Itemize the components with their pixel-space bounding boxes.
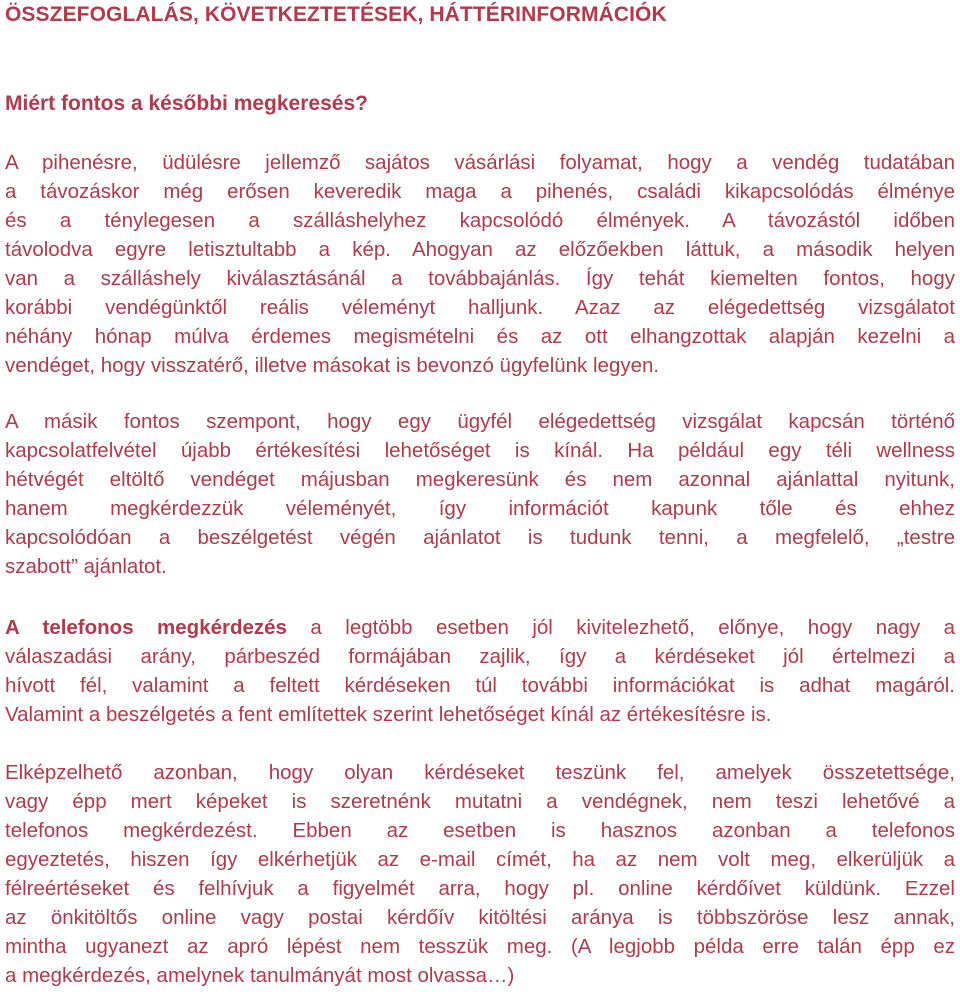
paragraph-line: telefonos megkérdezést. Ebben az esetben is hasznos azonban a telefonos — [5, 819, 955, 842]
paragraph-line: a megkérdezés, amelynek tanulmányát most olvassa…) — [5, 964, 515, 987]
paragraph-line: kapcsolatfelvétel újabb értékesítési lehetőséget is kínál. Ha például egy téli wellness — [5, 439, 955, 462]
paragraph-line: mintha ugyanezt az apró lépést nem tesszük meg. (A legjobb példa erre talán épp ez — [5, 935, 955, 958]
paragraph-later-contact — [5, 148, 955, 380]
paragraph-line: Elképzelhető azonban, hogy olyan kérdéseket teszünk fel, amelyek összetettsége, — [5, 761, 955, 784]
paragraph-line — [5, 613, 955, 642]
paragraph-phone-survey — [5, 613, 955, 729]
paragraph-line: A másik fontos szempont, hogy egy ügyfél elégedettség vizsgálat kapcsán történő — [5, 410, 955, 433]
question-subheading: Miért fontos a későbbi megkeresés? — [5, 92, 368, 115]
paragraph-sales-opportunity — [5, 407, 955, 581]
paragraph-line: korábbi vendégünktől reális véleményt halljunk. Azaz az elégedettség vizsgálatot — [5, 296, 955, 319]
paragraph-line: kapcsolódóan a beszélgetést végén ajánlatot is tudunk tenni, a megfelelő, „testre — [5, 526, 955, 549]
paragraph-line: vendéget, hogy visszatérő, illetve másokat is bevonzó ügyfelünk legyen. — [5, 354, 660, 377]
lead-line-rest: a legtöbb esetben jól kivitelezhető, előnye, hogy nagy a — [286, 616, 956, 639]
paragraph-line: félreértéseket és felhívjuk a figyelmét arra, hogy pl. online kérdőívet küldünk. Ezzel — [5, 877, 955, 900]
paragraph-line: hívott fél, valamint a feltett kérdéseken túl további információkat is adhat magáról. — [5, 674, 955, 697]
paragraph-line: van a szálláshely kiválasztásánál a továbbajánlás. Így tehát kiemelten fontos, hogy — [5, 267, 955, 290]
paragraph-line: válaszadási arány, párbeszéd formájában zajlik, így a kérdéseket jól értelmezi a — [5, 645, 955, 668]
paragraph-line: vagy épp mert képeket is szeretnénk mutatni a vendégnek, nem teszi lehetővé a — [5, 790, 955, 813]
paragraph-line: a távozáskor még erősen keveredik maga a pihenés, családi kikapcsolódás élménye — [5, 180, 955, 203]
bold-lead-text: A telefonos megkérdezés — [5, 616, 287, 639]
paragraph-line: egyeztetés, hiszen így elkérhetjük az e-mail címét, ha az nem volt meg, elkerüljük a — [5, 848, 955, 871]
section-heading: ÖSSZEFOGLALÁS, KÖVETKEZTETÉSEK, HÁTTÉRINFORMÁCIÓK — [5, 3, 667, 26]
paragraph-line: és a ténylegesen a szálláshelyhez kapcsolódó élmények. A távozástól időben — [5, 209, 955, 232]
paragraph-line: az önkitöltős online vagy postai kérdőív kitöltési aránya is többszöröse lesz annak, — [5, 906, 955, 929]
paragraph-line: hétvégét eltöltő vendéget májusban megkeresünk és nem azonnal ajánlattal nyitunk, — [5, 468, 955, 491]
paragraph-line: Valamint a beszélgetés a fent említettek szerint lehetőséget kínál az értékesítésre is. — [5, 703, 772, 726]
paragraph-line: távolodva egyre letisztultabb a kép. Ahogyan az előzőekben láttuk, a második helyen — [5, 238, 955, 261]
paragraph-line: A pihenésre, üdülésre jellemző sajátos vásárlási folyamat, hogy a vendég tudatában — [5, 151, 955, 174]
paragraph-line: hanem megkérdezzük véleményét, így információt kapunk tőle és ehhez — [5, 497, 955, 520]
paragraph-line: néhány hónap múlva érdemes megismételni és az ott elhangzottak alapján kezelni a — [5, 325, 955, 348]
paragraph-online-survey — [5, 758, 955, 990]
paragraph-line: szabott” ajánlatot. — [5, 555, 167, 578]
